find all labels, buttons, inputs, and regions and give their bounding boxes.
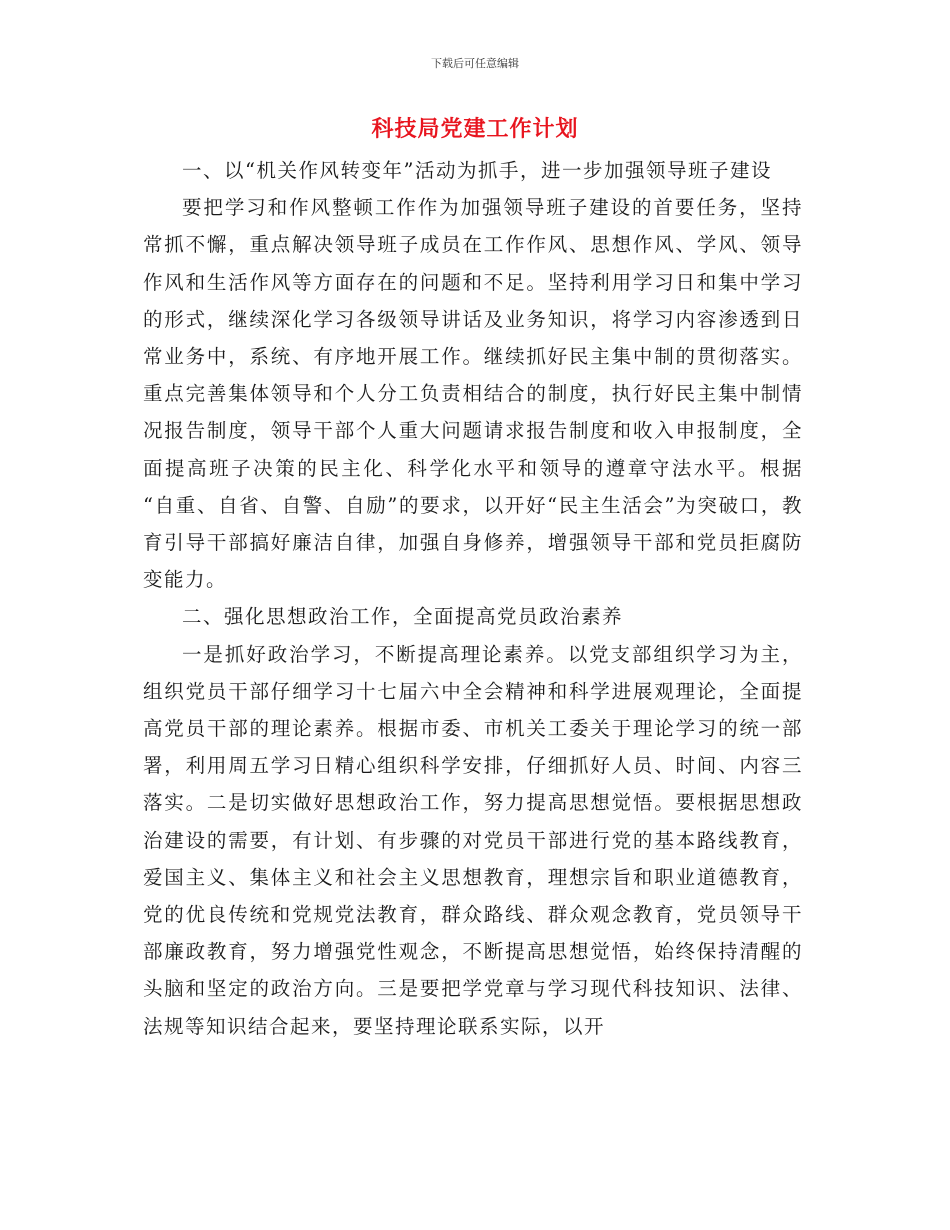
section-heading-1: 一、以“机关作风转变年”活动为抓手，进一步加强领导班子建设 bbox=[182, 159, 772, 182]
document-title: 科技局党建工作计划 bbox=[371, 116, 579, 142]
paragraph-1: 要把学习和作风整顿工作作为加强领导班子建设的首要任务，坚持常抓不懈，重点解决领导班子成员在工作作风、思想作风、学风、领导作风和生活作风等方面存在的问题和不足。坚持利用学习日和集中学习的形式，继续深化学习各级领导讲话及业务知识，将学习内容渗透到日常业务中，系统、有序地开展工作。继续抓好民主集中制的贯彻落实。重点完善集体领导和个人分工负责相结合的制度，执行好民主集中制情况报告制度，领导干部个人重大问题请求报告制度和收入申报制度，全面提高班子决策的民主化、科学化水平和领导的遵章守法水平。根据 “自重、自省、自警、自励”的要求，以开好“民主生活会”为突破口，教育引导干部搞好廉洁自律，加强自身修养，增强领导干部和党员拒腐防变能力。 bbox=[143, 196, 803, 592]
document-body bbox=[143, 152, 803, 1045]
section-heading-2: 二、强化思想政治工作，全面提高党员政治素养 bbox=[182, 605, 624, 629]
paragraph-2: 一是抓好政治学习，不断提高理论素养。以党支部组织学习为主，组织党员干部仔细学习十七届六中全会精神和科学进展观理论，全面提高党员干部的理论素养。根据市委、市机关工委关于理论学习的统一部署，利用周五学习日精心组织科学安排，仔细抓好人员、时间、内容三落实。二是切实做好思想政治工作，努力提高思想觉悟。要根据思想政治建设的需要，有计划、有步骤的对党员干部进行党的基本路线教育，爱国主义、集体主义和社会主义思想教育，理想宗旨和职业道德教育，党的优良传统和党规党法教育，群众路线、群众观念教育，党员领导干部廉政教育，努力增强党性观念，不断提高思想觉悟，始终保持清醒的头脑和坚定的政治方向。三是要把学党章与学习现代科技知识、法律、法规等知识结合起来，要坚持理论联系实际，以开 bbox=[143, 642, 803, 1038]
page-header-note: 下载后可任意编辑 bbox=[431, 57, 519, 70]
